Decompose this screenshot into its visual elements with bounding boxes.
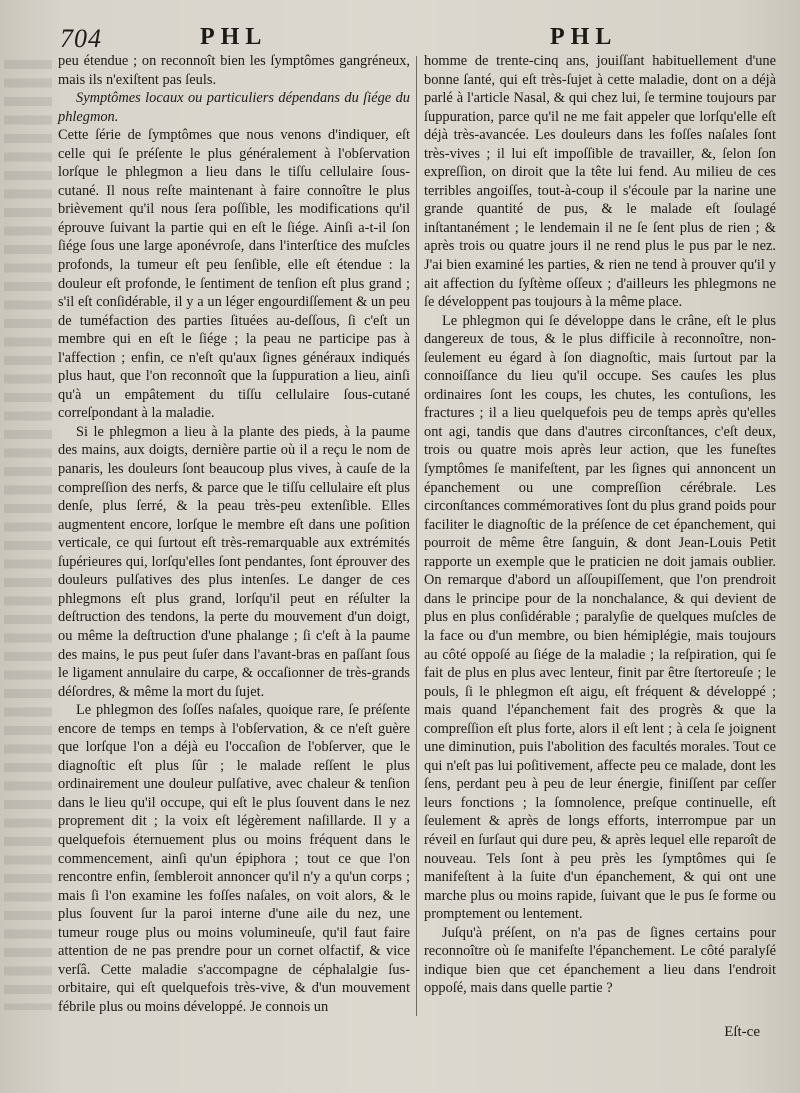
running-head-right: PHL — [550, 24, 618, 50]
show-through-margin — [4, 60, 52, 1010]
catchword: Eſt-ce — [724, 1024, 760, 1040]
running-head-left: PHL — [200, 24, 268, 50]
page-header — [60, 22, 760, 56]
right-column — [424, 52, 776, 998]
paragraph: Si le phlegmon a lieu à la plante des pieds, à la paume des mains, aux doigts, dernière partie où il a reçu le nom de panaris, les douleurs ſont beaucoup plus vives, à cauſe de la compreſſion des nerfs, & parce que le tiſſu cellulaire eſt plus denſe, plus ſerré, & la peau très-peu extenſible. Elles augmentent encore, lorſque le membre eſt dans une poſition verticale, ce qui ſurtout eſt très-remarquable aux extrémités ſupérieures qui, lorſqu'elles ſont pendantes, ſont éprouver des douleurs pulſatives des plus intenſes. Le danger de ces phlegmons eſt plus grand, lorſqu'il peut en réſulter la deſtruction des tendons, la perte du mouvement d'un doigt, ou même la deſtruction d'une phalange ; ſi c'eſt à la paume des mains, le pus peut ſuſer dans l'avant-bras en paſſant ſous le ligament annulaire du carpe, & occaſionner de très-grands déſordres, & même la mort du ſujet. — [58, 423, 410, 700]
paragraph: peu étendue ; on reconnoît bien les ſymptômes gangréneux, mais ils n'exiſtent pas ſeuls. — [58, 53, 410, 88]
paragraph: Cette ſérie de ſymptômes que nous venons d'indiquer, eſt celle qui ſe préſente le plus généralement à l'obſervation lorſque le phlegmon a lieu dans le tiſſu cellulaire ſous-cutané. Il nous reſte maintenant à faire connoître le plus brièvement qu'il nous ſera poſſible, les modifications qu'il éprouve ſuivant la partie qui en eſt le ſiége. Ainſi a-t-il ſon ſiége ſous une large aponévroſe, dans l'interſtice des muſcles profonds, la tumeur eſt peu ſenſible, elle eſt étendue : la douleur eſt profonde, le ſentiment de tenſion eſt plus grand ; s'il eſt conſidérable, il y a un léger engourdiſſement & un peu de tuméfaction des parties ſituées au-deſſous, ſi c'eſt un membre qui en eſt le ſiége ; la peau ne participe pas à l'affection ; enfin, ce n'eſt qu'aux ſignes généraux indiqués plus haut, que l'on reconnoît que la ſuppuration a lieu, ainſi qu'à un empâtement du tiſſu cellulaire ſous-cutané correſpondant à la maladie. — [58, 127, 410, 422]
subheading: Symptômes locaux ou particuliers dépendans du ſiége du phlegmon. — [58, 90, 410, 125]
paragraph: homme de trente-cinq ans, jouiſſant habituellement d'une bonne ſanté, qui eſt très-ſujet à cette maladie, dont on a déjà parlé à l'article Nasal, & qui chez lui, ſe termine toujours par ſuppuration, parce qu'il ne me fait appeler que lorſqu'elle eſt déjà très-avancée. Les douleurs dans les foſſes naſales ſont très-vives ; il lui eſt impoſſible de travailler, &, ſelon ſon expreſſion, on diroit que la tête lui fend. Au milieu de ces terribles angoiſſes, tout-à-coup il s'écoule par la narine une grande quantité de pus, & le malade eſt ſoulagé inſtantanément ; le lendemain il ne ſe ſent plus de rien ; & après trois ou quatre jours il ne rend plus le pus par le nez. J'ai bien examiné les parties, & rien ne tend à prouver qu'il y ait affection du ſyſtème oſſeux ; d'ailleurs les phlegmons ne ſe développent pas toujours à la même place. — [424, 53, 776, 311]
paragraph: Le phlegmon qui ſe développe dans le crâne, eſt le plus dangereux de tous, & le plus difficile à reconnoître, non-ſeulement eu égard à ſon diagnoſtic, mais ſurtout par la connoiſſance du lieu qu'il occupe. Ses cauſes les plus ordinaires ſont les coups, les chutes, les contuſions, les fractures ; il a lieu quelquefois peu de temps après qu'elles ont agi, tandis que dans d'autres circonſtances, c'eſt deux, trois ou quatre mois après leur action, que les funeſtes ſymptômes ſe manifeſtent, par les ſignes qui annoncent un épanchement ou une compreſſion cérébrale. Les circonſtances commémoratives ſont du plus grand poids pour faciliter le diagnoſtic de la préſence de cet épanchement, qui pourroit de même être ſanguin, & dont Jean-Louis Petit rapporte un exemple que le praticien ne doit jamais oublier. On remarque d'abord un aſſoupiſſement, que l'on prendroit dans le principe pour de la nonchalance, & qui devient de plus en plus conſidérable ; paralyſie de quelques muſcles de la face ou d'un membre, ou bien hémiplégie, mais toujours au côté oppoſé au ſiége de la maladie ; la reſpiration, qui ſe fait de plus en plus avec lenteur, finit par être ſtertoreuſe ; le pouls, ſi le phlegmon eſt aigu, eſt fréquent & développé ; mais quand l'épanchement fait des progrès & que la compreſſion eſt plus forte, alors il eſt lent ; à cela ſe joignent une diminution, puis l'abolition des facultés morales. Tout ce qui n'eſt pas lui poſitivement, affecte peu ce malade, dont les ſens, perdant peu à peu de leur énergie, finiſſent par ceſſer leurs fonctions ; la ſomnolence, preſque continuelle, eſt ſeulement & après de longs efforts, interrompue par un réveil en ſurſaut qui dure peu, & après lequel elle reparoît de nouveau. Tels ſont à peu près les ſymptômes qui ſe manifeſtent à la ſuite d'un épanchement, & qui ont une marche plus ou moins rapide, ſuivant que le pus ſe forme ou promptement ou lentement. — [424, 312, 776, 923]
column-divider — [416, 56, 417, 1016]
page-number: 704 — [60, 24, 102, 53]
paragraph: Le phlegmon des ſoſſes naſales, quoique rare, ſe préſente encore de temps en temps à l'obſervation, & ce n'eſt guère que lorſque l'on a déjà eu l'occaſion de l'obſerver, que le diagnoſtic eſt plus ſûr ; le malade reſſent le plus ordinairement une douleur pulſative, avec chaleur & tenſion dans le lieu qu'il occupe, qui eſt le plus ſouvent dans le nez proprement dit ; la voix eſt légèrement naſillarde. Il y a quelquefois éternuement plus ou moins fréquent dans le commencement, ainſi qu'un épiphora ; tout ce que l'on rencontre enfin, ſembleroit annoncer qu'il n'y a qu'un corps ; mais ſi l'on examine les foſſes naſales, on voit alors, & le plus ſouvent ſur la paroi interne d'une aile du nez, une tumeur rouge plus ou moins volumineuſe, qu'il faut faire attention de ne pas prendre pour un cornet olfactif, & vice verſâ. Cette maladie s'accompagne de céphalalgie ſus-orbitaire, qui eſt quelquefois très-vive, & d'un mouvement fébrile plus ou moins développé. Je connois un — [58, 702, 410, 1015]
left-column — [58, 52, 410, 1016]
paragraph: Juſqu'à préſent, on n'a pas de ſignes certains pour reconnoître où ſe manifeſte l'épanchement. Le côté paralyſé indique bien que cet épanchement a lieu dans l'endroit oppoſé, mais dans quelle partie ? — [424, 924, 776, 997]
